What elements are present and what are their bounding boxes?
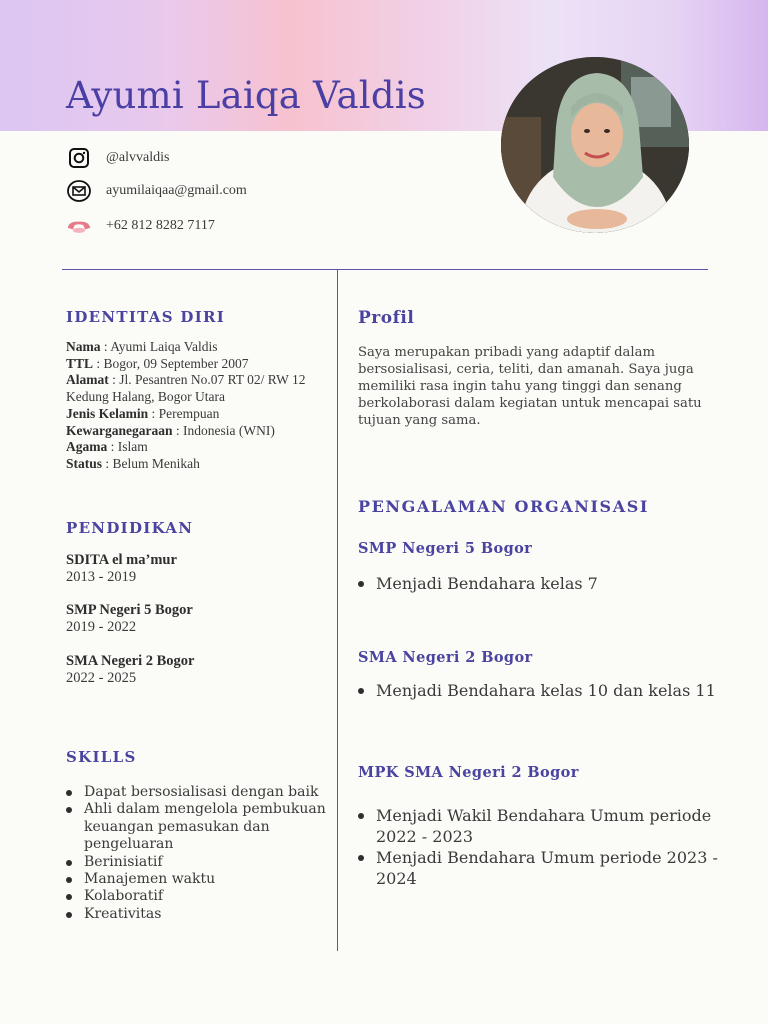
organization-name: SMP Negeri 5 Bogor [358,540,533,557]
identitas-row: Jenis Kelamin : Perempuan [66,405,220,421]
school-name: SDITA el ma’mur [66,552,177,568]
instagram-icon [66,147,92,169]
education-item [66,653,194,687]
column-divider [337,269,338,951]
organization-points [356,680,728,701]
organization-point: Menjadi Wakil Bendahara Umum periode 2022 - 2023 [356,805,728,847]
identitas-list [66,339,336,473]
organization-point: Menjadi Bendahara Umum periode 2023 - 2024 [356,847,728,889]
skill-item: Manajemen waktu [64,871,334,888]
organization-point: Menjadi Bendahara kelas 10 dan kelas 11 [356,680,728,701]
identitas-row: TTL : Bogor, 09 September 2007 [66,355,249,371]
phone-icon [66,215,92,237]
school-years: 2019 - 2022 [66,619,137,635]
organisasi-title: PENGALAMAN ORGANISASI [358,497,649,516]
skill-item: Ahli dalam mengelola pembukuan keuangan pemasukan dan pengeluaran [64,801,334,853]
identitas-row: Kewarganegaraan : Indonesia (WNI) [66,422,275,438]
school-name: SMA Negeri 2 Bogor [66,653,195,669]
phone-number[interactable]: +62 812 8282 7117 [106,218,215,233]
identitas-row: Status : Belum Menikah [66,455,200,471]
contact-instagram [66,147,170,169]
organization-points [356,805,728,889]
email-address[interactable]: ayumilaiqaa@gmail.com [106,183,247,198]
identitas-row: Nama : Ayumi Laiqa Valdis [66,339,218,354]
profile-photo [501,57,689,233]
skills-list [64,784,334,923]
identitas-title: IDENTITAS DIRI [66,308,226,326]
skill-item: Berinisiatif [64,854,334,871]
skill-item: Dapat bersosialisasi dengan baik [64,784,334,801]
skill-item: Kreativitas [64,906,334,923]
contact-phone [66,215,215,237]
school-years: 2022 - 2025 [66,670,137,686]
resume-name: Ayumi Laiqa Valdis [66,74,426,117]
header-divider [62,269,708,270]
pendidikan-title: PENDIDIKAN [66,519,194,537]
school-name: SMP Negeri 5 Bogor [66,602,193,618]
identitas-row: Alamat : Jl. Pesantren No.07 RT 02/ RW 12 Kedung Halang, Bogor Utara [66,372,306,405]
contact-email [66,180,247,202]
organization-name: SMA Negeri 2 Bogor [358,649,533,666]
education-item [66,602,193,636]
organization-name: MPK SMA Negeri 2 Bogor [358,764,579,781]
organization-point: Menjadi Bendahara kelas 7 [356,573,728,594]
identitas-row: Agama : Islam [66,439,148,455]
skill-item: Kolaboratif [64,888,334,905]
education-item [66,552,177,586]
skills-title: SKILLS [66,748,137,766]
profil-text: Saya merupakan pribadi yang adaptif dalam bersosialisasi, ceria, teliti, dan amanah. Saya juga memiliki rasa ingin tahu yang tinggi dan senang berkolaborasi dalam kegiatan untuk mencapai satu tujuan yang sama. [358,345,702,428]
profil-title: Profil [358,308,415,328]
mail-icon [66,180,92,202]
school-years: 2013 - 2019 [66,569,137,585]
instagram-handle[interactable]: @alvvaldis [106,150,170,165]
organization-points [356,573,728,594]
